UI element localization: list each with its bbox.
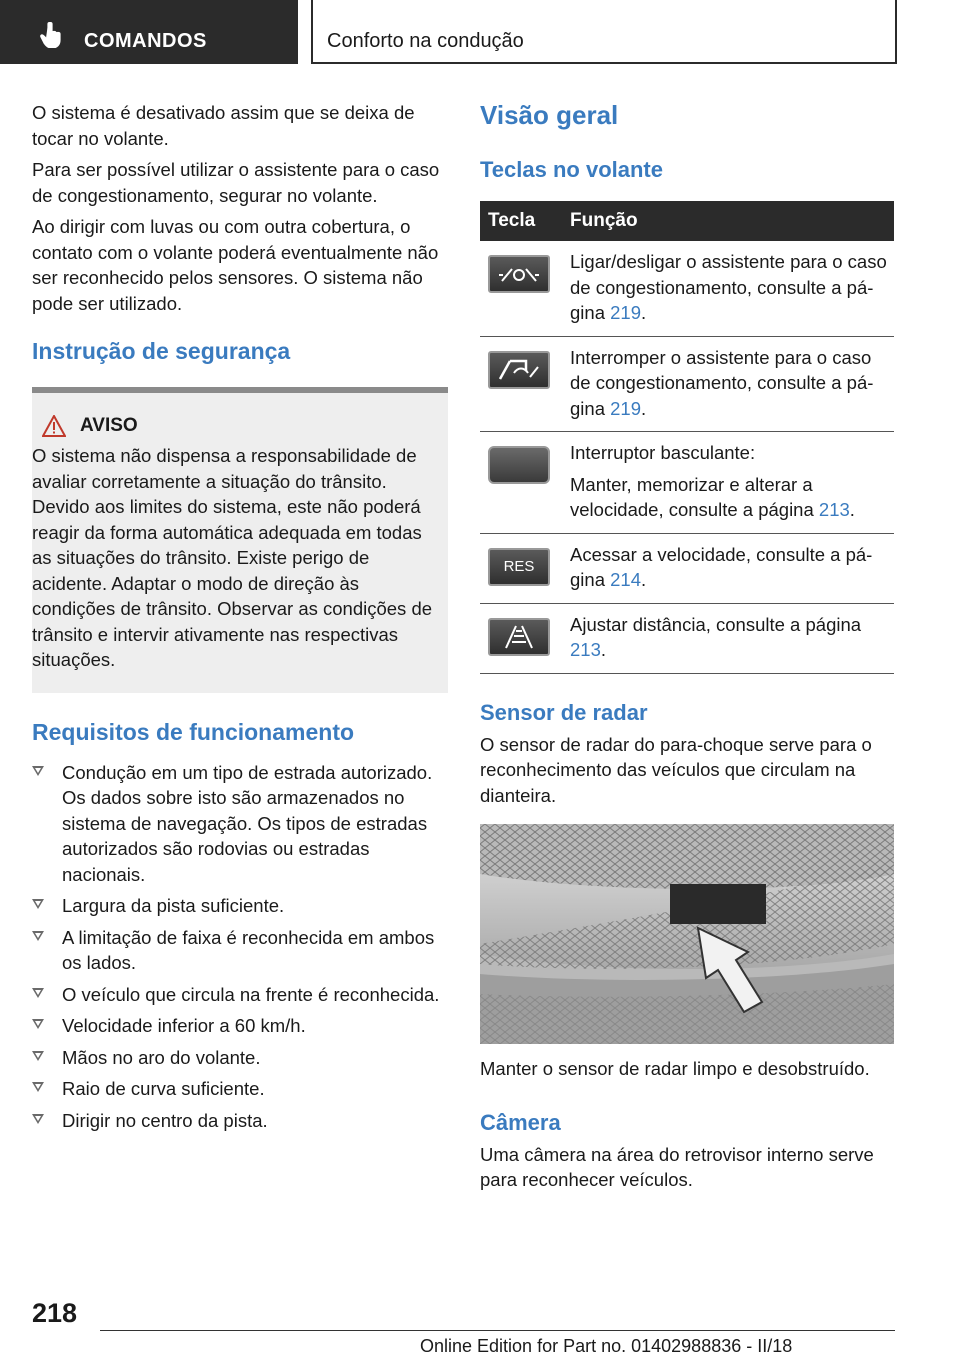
page-link[interactable]: 219: [610, 397, 641, 419]
page-link[interactable]: 213: [570, 639, 601, 660]
page-link[interactable]: 214: [610, 569, 641, 590]
list-item: Condução em um tipo de estrada autorizado. Os dados sobre isto são armazenados no sistema de navegação. Os tipos de estradas autorizados são rodovias ou estradas nacionais.: [32, 760, 448, 888]
intro-paragraph: Para ser possível utilizar o assistente para o caso de congestionamento, segurar no volante.: [32, 159, 440, 206]
warning-box: [32, 387, 448, 693]
chapter-label: Conforto na condução: [327, 30, 524, 52]
radar-heading: Sensor de radar: [480, 699, 648, 725]
table-header-row: [480, 201, 894, 241]
table-row: Interruptor basculante: Manter, memorizar e alterar a velocidade, consulte a página 213.: [480, 432, 894, 534]
overview-heading: Visão geral: [480, 100, 619, 130]
radar-caption: Manter o sensor de radar limpo e desobstruído.: [480, 1058, 870, 1079]
radar-paragraph: O sensor de radar do para-choque serve para o reconhecimento das veículos que circulam na dianteira.: [480, 733, 872, 806]
warning-text: O sistema não dispensa a responsabilidade de avaliar corretamente a situação do trânsito. Devido aos limites do sistema, este não poderá reagir da forma automática adequada em todas as situações do trânsito. Existe perigo de acidente. Adaptar o modo de direção às condições de trânsito. Observar as condições de trânsito e intervir ativamente nas respectivas situações.: [32, 445, 433, 670]
camera-paragraph: Uma câmera na área do retrovisor interno serve para reconhecer veículos.: [480, 1143, 874, 1190]
radar-sensor-image: [480, 824, 894, 1044]
list-item: A limitação de faixa é reconhecida em ambos os lados.: [32, 925, 448, 976]
intro-paragraph: Ao dirigir com luvas ou com outra cobertura, o contato com o volante poderá eventualmente não ser reconhecido pelos sensores. O sistema não pode ser utilizado.: [32, 216, 439, 314]
page-link[interactable]: 219: [610, 302, 641, 323]
edition-text: Online Edition for Part no. 01402988836 - II/18: [420, 1336, 793, 1356]
distance-icon: [488, 618, 550, 656]
warning-title: [42, 415, 438, 437]
left-column: [32, 100, 448, 1139]
list-item: Largura da pista suficiente.: [32, 893, 448, 919]
intro-paragraph: O sistema é desativado assim que se deixa de tocar no volante.: [32, 102, 415, 149]
bullet-triangle-icon: [32, 766, 44, 776]
list-item: Raio de curva suficiente.: [32, 1076, 448, 1102]
requirements-heading: Requisitos de funcionamento: [32, 718, 355, 745]
steering-assist-icon: [488, 255, 550, 293]
table-row: Interromper o assistente para o caso de congestionamento, consulte a pá- gina 219.: [480, 336, 894, 432]
requirements-list: [32, 760, 448, 1134]
table-row: Ajustar distância, consulte a página 213.: [480, 603, 894, 673]
list-item: O veículo que circula na frente é reconhecida.: [32, 982, 448, 1008]
safety-heading: Instrução de segurança: [32, 338, 291, 364]
hand-pointer-icon: [40, 22, 64, 48]
list-item: Velocidade inferior a 60 km/h.: [32, 1013, 448, 1039]
bullet-triangle-icon: [32, 988, 44, 998]
camera-heading: Câmera: [480, 1109, 561, 1135]
table-row: Ligar/desligar o assistente para o caso de congestionamento, consulte a pá- gina 219.: [480, 241, 894, 336]
section-label: COMANDOS: [84, 30, 207, 52]
footer-divider: [100, 1330, 895, 1331]
bullet-triangle-icon: [32, 931, 44, 941]
list-item: Dirigir no centro da pista.: [32, 1108, 448, 1134]
right-column: [480, 100, 894, 1199]
bullet-triangle-icon: [32, 1082, 44, 1092]
list-item: Mãos no aro do volante.: [32, 1045, 448, 1071]
table-row: RES Acessar a velocidade, consulte a pá- gina 214.: [480, 533, 894, 603]
warning-triangle-icon: [42, 415, 66, 437]
warning-label: AVISO: [80, 415, 138, 436]
page-number: 218: [32, 1298, 78, 1328]
keys-heading: Teclas no volante: [480, 157, 663, 182]
res-button-icon: RES: [488, 548, 550, 586]
keys-table: [480, 201, 894, 674]
bullet-triangle-icon: [32, 899, 44, 909]
column-header-key: Tecla: [480, 201, 562, 241]
page-link[interactable]: 213: [818, 499, 850, 520]
column-header-function: Função: [562, 201, 894, 241]
page-header: [0, 0, 960, 66]
section-tab: [0, 0, 298, 64]
chapter-tab: [311, 0, 897, 64]
bullet-triangle-icon: [32, 1051, 44, 1061]
bullet-triangle-icon: [32, 1019, 44, 1029]
bullet-triangle-icon: [32, 1114, 44, 1124]
rocker-switch-icon: [488, 446, 550, 484]
steering-interrupt-icon: [488, 351, 550, 389]
